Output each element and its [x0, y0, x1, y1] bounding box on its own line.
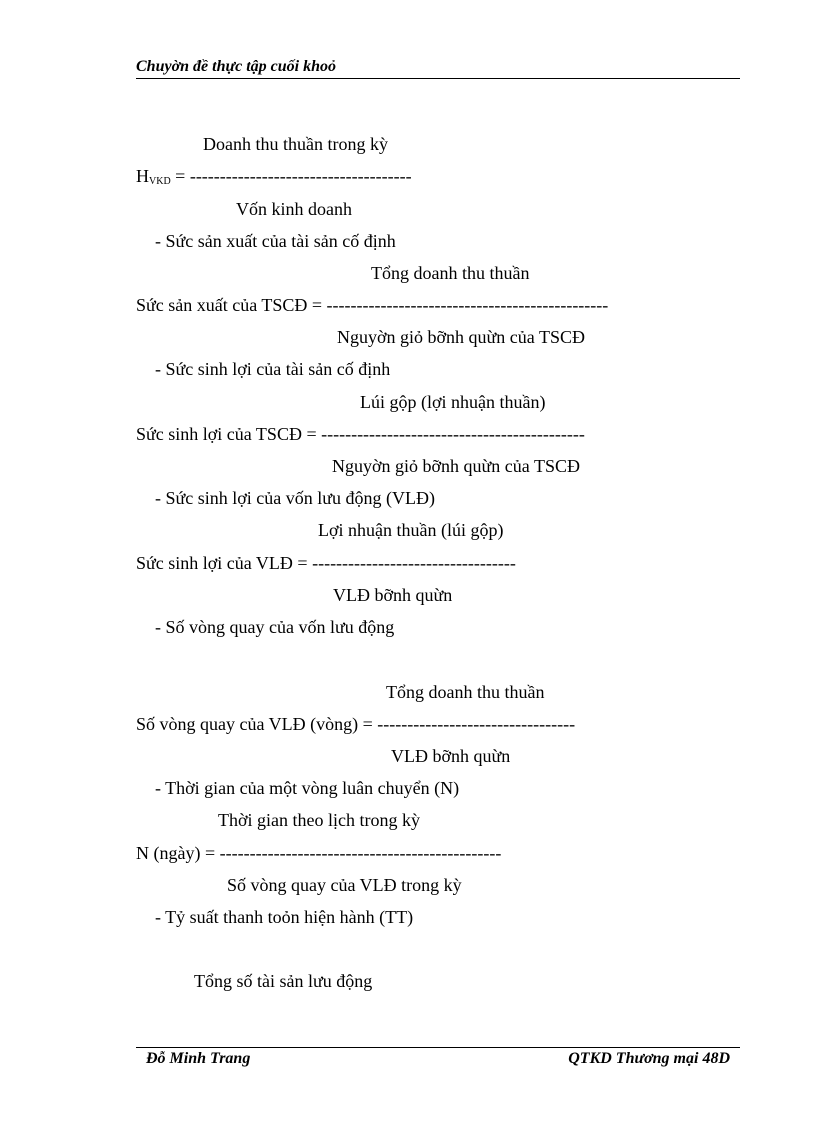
sslvld-numerator: Lợi nhuận thuần (lúi gộp): [318, 520, 504, 540]
svq-formula-line: Số vòng quay của VLĐ (vòng) = ---------------------------------: [136, 714, 576, 734]
sslvld-formula-line: Sức sinh lợi của VLĐ = ----------------------------------: [136, 553, 516, 573]
ssl-denominator: Nguyờn giỏ bỡnh quừn của TSCĐ: [332, 456, 580, 476]
item-ssl-tscd: - Sức sinh lợi của tài sản cố định: [155, 359, 391, 379]
ssx-formula-line: Sức sản xuất của TSCĐ = -----------------------------------------------: [136, 295, 609, 315]
footer-divider: [136, 1047, 740, 1048]
tg-numerator: Thời gian theo lịch trong kỳ: [218, 810, 420, 830]
item-svq: - Số vòng quay của vốn lưu động: [155, 617, 395, 637]
item-ssx-tscd: - Sức sản xuất của tài sản cố định: [155, 231, 396, 251]
ssx-denominator: Nguyờn giỏ bỡnh quừn của TSCĐ: [337, 327, 585, 347]
footer-author: Đỗ Minh Trang: [146, 1050, 251, 1067]
hvkd-subscript: VKD: [149, 176, 171, 187]
item-tg: - Thời gian của một vòng luân chuyển (N): [155, 778, 460, 798]
hvkd-fraction-bar: = -------------------------------------: [170, 166, 412, 186]
item-ssl-vld: - Sức sinh lợi của vốn lưu động (VLĐ): [155, 488, 435, 508]
ssl-formula-line: Sức sinh lợi của TSCĐ = --------------------------------------------: [136, 424, 585, 444]
ssx-numerator: Tổng doanh thu thuần: [371, 263, 530, 283]
hvkd-denominator: Vốn kinh doanh: [236, 199, 352, 219]
page-header-title: Chuyờn đề thực tập cuối khoỏ: [136, 58, 336, 75]
svq-numerator: Tổng doanh thu thuần: [386, 682, 545, 702]
hvkd-numerator: Doanh thu thuần trong kỳ: [203, 134, 388, 154]
sslvld-denominator: VLĐ bỡnh quừn: [333, 585, 453, 605]
footer-class: QTKD Thương mại 48D: [568, 1050, 730, 1067]
svq-denominator: VLĐ bỡnh quừn: [391, 746, 511, 766]
tg-denominator: Số vòng quay của VLĐ trong kỳ: [227, 875, 462, 895]
hvkd-symbol: H: [136, 166, 149, 186]
ssl-numerator: Lúi gộp (lợi nhuận thuần): [360, 392, 546, 412]
tt-numerator: Tổng số tài sản lưu động: [194, 971, 373, 991]
item-tt: - Tỷ suất thanh toỏn hiện hành (TT): [155, 907, 414, 927]
header-divider: [136, 78, 740, 79]
hvkd-formula-line: [136, 165, 412, 193]
tg-formula-line: N (ngày) = -----------------------------------------------: [136, 843, 502, 863]
